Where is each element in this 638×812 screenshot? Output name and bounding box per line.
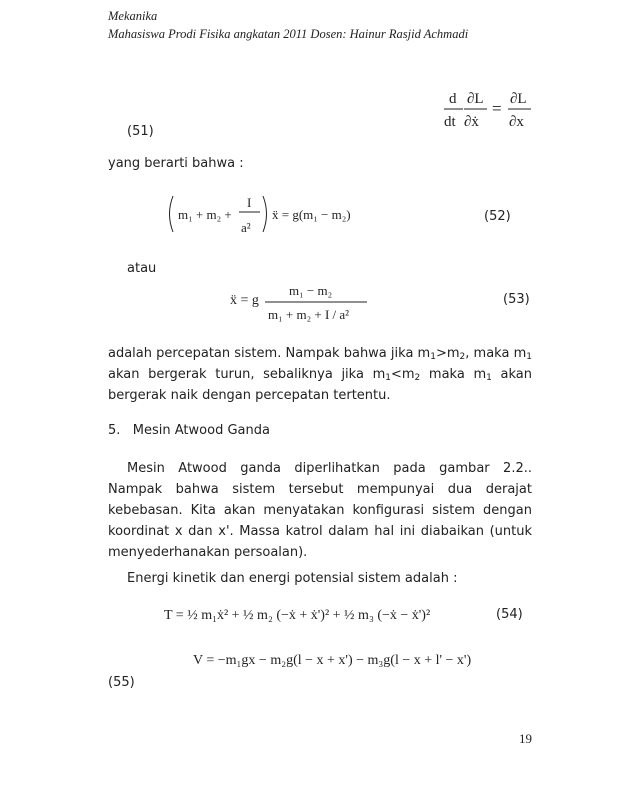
eq52-frac-den: a²: [241, 220, 251, 235]
eq54-expression: T = ½ m₁ẋ² + ½ m₂ (−ẋ + ẋ')² + ½ m₃ (−ẋ − ẋ')²: [164, 608, 431, 623]
eq52-terms: m₁ + m₂ +: [178, 207, 232, 222]
section-heading: 5. Mesin Atwood Ganda: [108, 423, 270, 438]
eq52-frac-num: I: [247, 195, 252, 210]
eq51-num-left: d: [449, 91, 457, 107]
running-header-subtitle: Mahasiswa Prodi Fisika angkatan 2011 Dosen: Hainur Rasjid Achmadi: [108, 27, 469, 41]
eq51-equals: =: [492, 99, 502, 118]
page-number: 19: [519, 731, 532, 746]
eq53-den: m₁ + m₂ + I / a²: [268, 307, 350, 322]
eq51-den-right: ∂x: [509, 114, 524, 130]
eq51-den-left: dt: [444, 114, 456, 130]
eq51-den-mid: ∂ẋ: [464, 114, 479, 130]
eq52-label: (52): [484, 209, 511, 224]
eq55-label: (55): [108, 675, 135, 690]
paragraph-energi: Energi kinetik dan energi potensial sistem adalah :: [127, 571, 458, 586]
text-yang-berarti: yang berarti bahwa :: [108, 156, 244, 171]
eq53-lhs: ẍ = g: [230, 293, 259, 308]
eq53-label: (53): [503, 292, 530, 307]
eq52-rhs: ẍ = g(m₁ − m₂): [272, 207, 351, 222]
eq51-label: (51): [127, 124, 154, 139]
paragraph-percepatan: adalah percepatan sistem. Nampak bahwa jika $m_1>m_2$, maka $m_1$ akan bergerak turun, sebaliknya jika $m_1<m_2$ maka $m_1$ akan bergerak naik dengan percepatan tertentu.: [108, 346, 532, 403]
eq54-label: (54): [496, 607, 523, 622]
eq51-num-right: ∂L: [510, 91, 527, 107]
eq51-num-mid: ∂L: [467, 91, 484, 107]
eq53-num: m₁ − m₂: [289, 283, 333, 298]
eq55-expression: V = −m₁gx − m₂g(l − x + x') − m₃g(l − x + l' − x'): [193, 653, 472, 668]
running-header-title: Mekanika: [108, 9, 158, 23]
text-atau: atau: [127, 261, 157, 276]
paragraph-mesin-atwood: Mesin Atwood ganda diperlihatkan pada gambar 2.2.. Nampak bahwa sistem tersebut mempunyai dua derajat kebebasan. Kita akan menyatakan konfigurasi sistem dengan koordinat x dan x'. Massa katrol dalam hal ini diabaikan (untuk menyederhanakan persoalan).: [108, 461, 532, 560]
